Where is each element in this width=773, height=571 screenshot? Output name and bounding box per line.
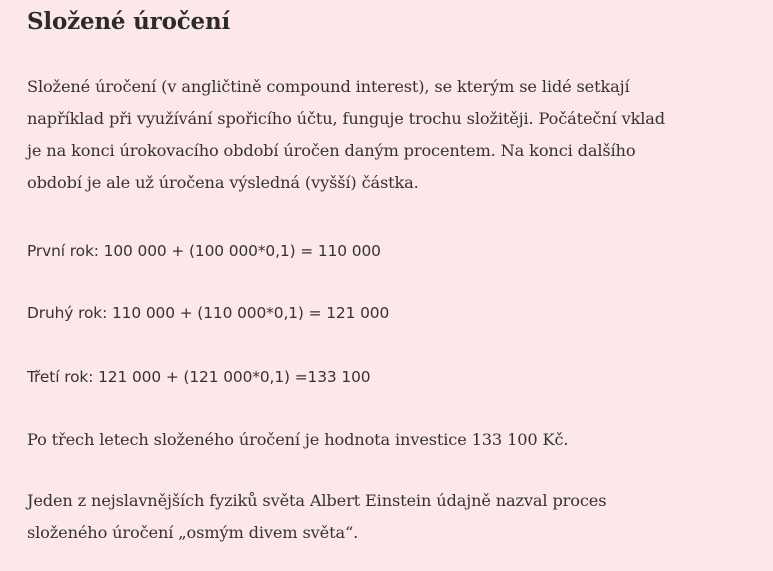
- quote-paragraph: [27, 485, 606, 549]
- intro-line: například při využívání spořicího účtu, funguje trochu složitěji. Počáteční vklad: [27, 109, 666, 128]
- intro-paragraph: [27, 71, 665, 199]
- result-paragraph: Po třech letech složeného úročení je hodnota investice 133 100 Kč.: [27, 430, 569, 449]
- intro-line: je na konci úrokovacího období úročen daným procentem. Na konci dalšího: [27, 141, 636, 160]
- intro-line: Složené úročení (v angličtině compound interest), se kterým se lidé setkají: [27, 77, 630, 96]
- quote-line: Jeden z nejslavnějších fyziků světa Albert Einstein údajně nazval proces: [27, 491, 607, 510]
- quote-line: složeného úročení „osmým divem světa“.: [27, 523, 359, 542]
- article-heading: Složené úročení: [27, 8, 231, 35]
- year2-calculation: Druhý rok: 110 000 + (110 000*0,1) = 121 000: [27, 304, 390, 322]
- year1-calculation: První rok: 100 000 + (100 000*0,1) = 110 000: [27, 242, 381, 260]
- intro-line: období je ale už úročena výsledná (vyšší) částka.: [27, 173, 419, 192]
- year3-calculation: Třetí rok: 121 000 + (121 000*0,1) =133 100: [27, 368, 371, 386]
